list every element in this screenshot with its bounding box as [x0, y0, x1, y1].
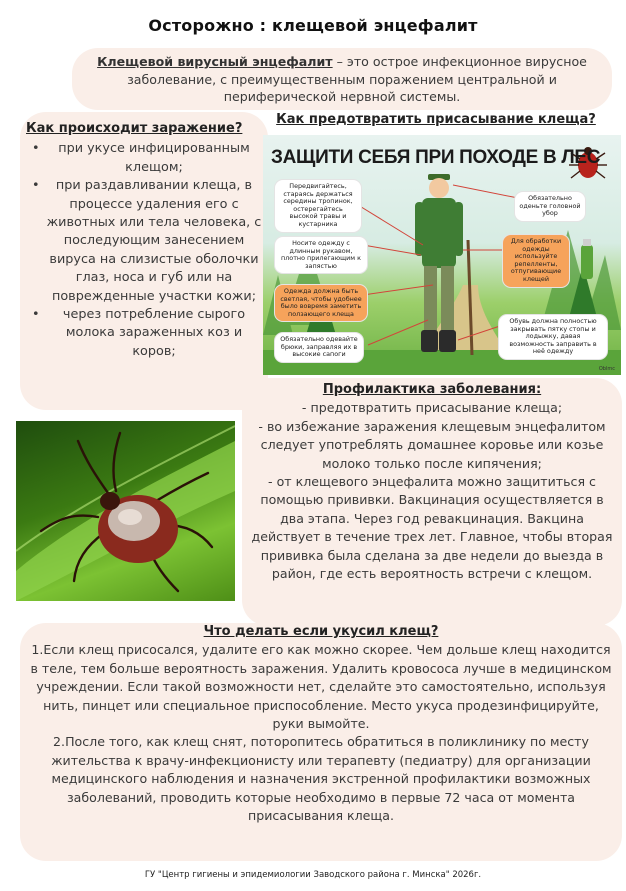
prevention-poster: [263, 135, 621, 375]
poster-tip: Одежда должна быть светлая, чтобы удобнее было вовремя заметить ползающего клеща: [275, 285, 367, 321]
poster-tip: Передвигайтесь, стараясь держаться середины тропинок, остерегайтесь высокой травы и кустарника: [275, 180, 361, 232]
bite-section: [20, 623, 622, 861]
prevention-heading: Как предотвратить присасывание клеща?: [276, 112, 596, 127]
poster-tip: Обязательно одевайте брюки, заправляя их в высокие сапоги: [275, 333, 363, 362]
bite-paragraph: 2.После того, как клещ снят, поторопитесь обратиться в поликлинику по месту жительства к врачу-инфекционисту или терапевту (педиатру) для организации медицинского наблюдения и назначения экстренной профилактики возможных заболеваний, проводить которые необходимо в первые 72 часа от момента присасывания клеща.: [51, 734, 591, 824]
intro-text: – это острое инфекционное вирусное заболевание, с преимущественным поражением центральной и периферической нервной системы.: [127, 54, 587, 104]
infection-item: • при укусе инфицированным клещом;: [24, 140, 262, 177]
prophylaxis-section: [242, 378, 622, 626]
prophylaxis-line: - предотвратить присасывание клеща;: [301, 400, 563, 416]
infection-section: [20, 112, 268, 410]
bite-paragraph: 1.Если клещ присосался, удалите его как можно скорее. Чем дольше клещ находится в теле, тем больше вероятность заражения. Удалить кровососа лучше в медицинском учреждении. Если такой возможности нет, сделайте это самостоятельно, используя нить, пинцет или специальное приспособление. Место укуса продезинфицируйте, руки вымойте.: [30, 642, 612, 732]
poster-tip: Обувь должна полностью закрывать пятку стопы и лодыжку, давая возможность заправить в неё одежду: [499, 315, 607, 359]
poster-tip: Обязательно оденьте головной убор: [515, 192, 585, 221]
poster-tip: Для обработки одежды используйте репелленты, отпугивающие клещей: [503, 235, 569, 287]
tick-icon: [16, 421, 235, 601]
footer: ГУ "Центр гигиены и эпидемиологии Заводского района г. Минска" 2026г.: [144, 870, 482, 880]
poster-credit: Oblmc: [598, 366, 615, 372]
prophylaxis-heading: Профилактика заболевания:: [322, 382, 542, 397]
infection-item: • при раздавливании клеща, в процессе удаления его с животных или тела человека, с последующим занесением вируса на слизистые оболочки глаз, носа и губ или на поврежденные участки кожи;: [24, 177, 262, 306]
poster-heading: ЗАЩИТИ СЕБЯ ПРИ ПОХОДЕ В ЛЕС: [271, 147, 601, 168]
intro-term: Клещевой вирусный энцефалит: [97, 54, 333, 69]
prophylaxis-line: - от клещевого энцефалита можно защититься с помощью прививки. Вакцинация осуществляется в два этапа. Через год ревакцинация. Вакцина действует в течение трех лет. Главное, чтобы вторая прививка была сделана за две недели до выезда в район, где есть вероятность встречи с клещом.: [251, 474, 613, 582]
tick-photo: [16, 421, 235, 601]
infection-list: [24, 140, 262, 361]
page-title: Осторожно : клещевой энцефалит: [148, 16, 478, 35]
intro-section: [72, 48, 612, 110]
infection-heading: Как происходит заражение?: [26, 121, 243, 136]
infection-item: • через потребление сырого молока зараженных коз и коров;: [24, 306, 262, 361]
bite-heading: Что делать если укусил клещ?: [203, 624, 439, 639]
prophylaxis-line: - во избежание заражения клещевым энцефалитом следует употреблять домашнее коровье или козье молоко только после кипячения;: [258, 418, 606, 471]
poster-tip: Носите одежду с длинным рукавом, плотно прилегающим к запястью: [275, 237, 367, 273]
